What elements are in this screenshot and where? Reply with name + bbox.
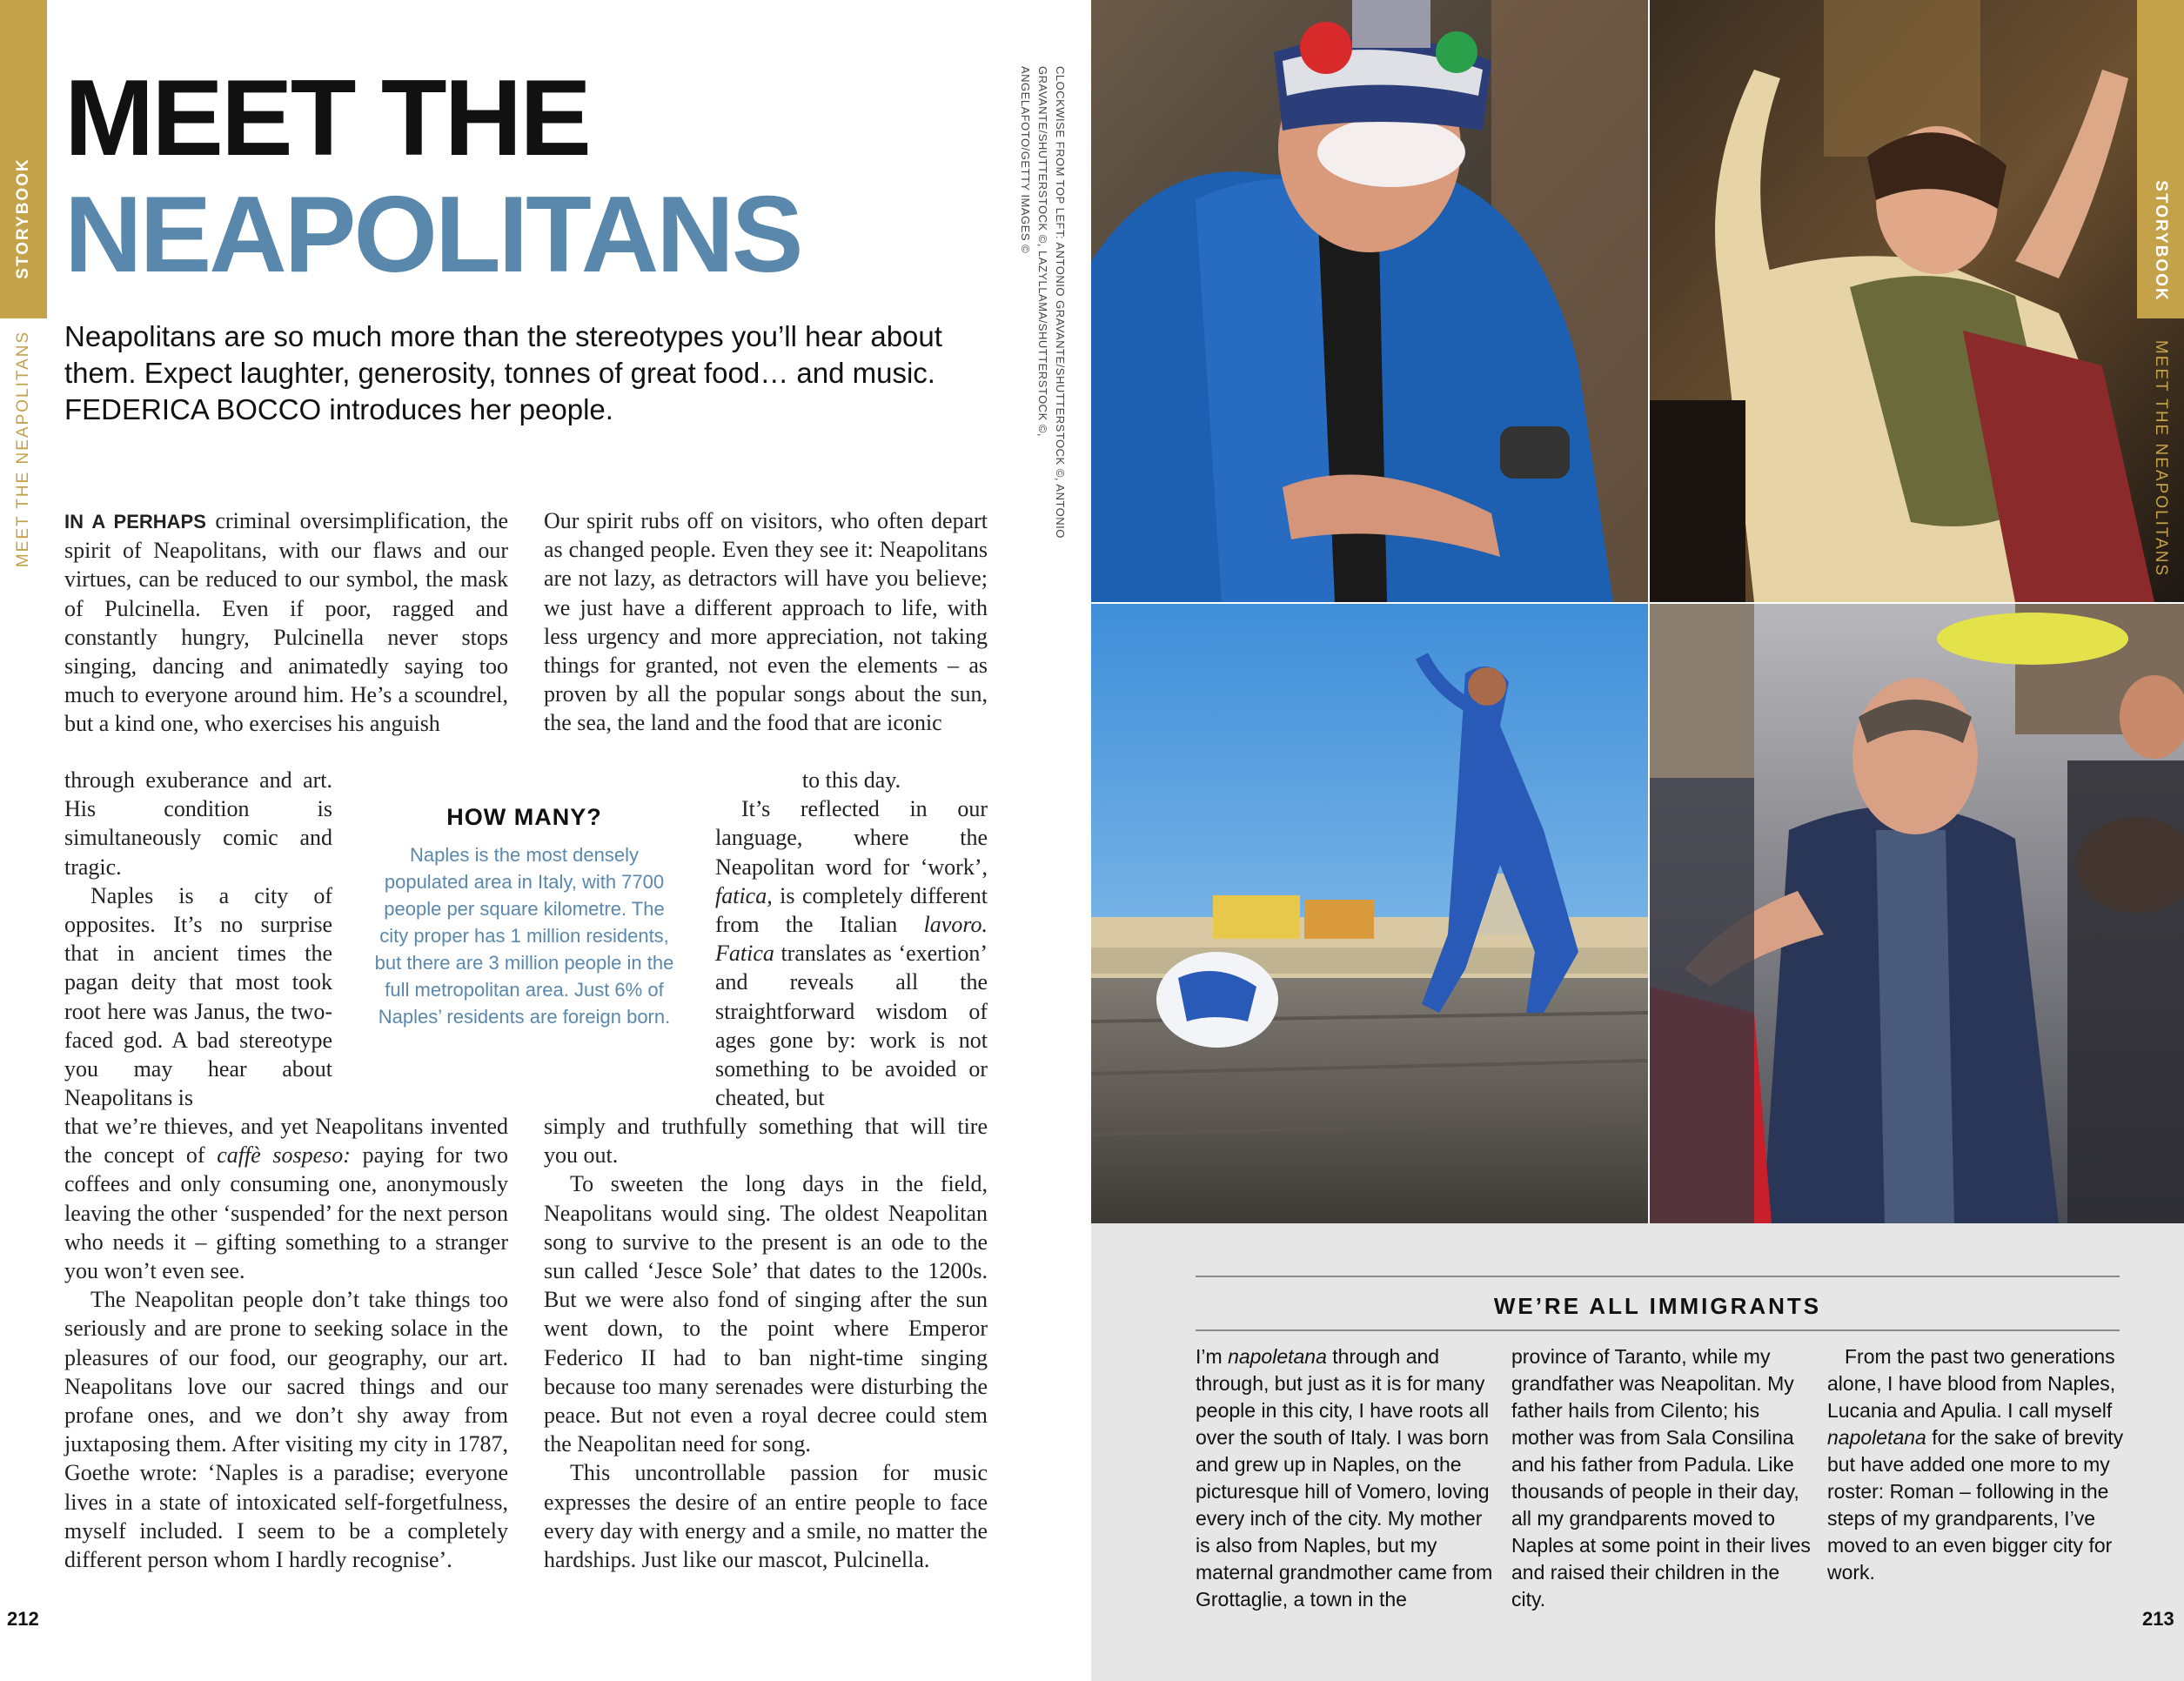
body-text: is completely different from the Italian [715, 882, 988, 938]
boxout-column-3 [1827, 1343, 2134, 1586]
boxout-emphasis: napoletana [1228, 1345, 1327, 1368]
body-column-1-narrow [64, 766, 332, 1112]
body-text: that we’re thieves, and yet Neapolitans invented the concept of [64, 1114, 508, 1169]
boxout-rule-top [1196, 1276, 2120, 1277]
body-column-2-top [544, 506, 988, 738]
article-label-left: MEET THE NEAPOLITANS [14, 330, 32, 568]
photo-dancing-woman [1650, 0, 2184, 602]
body-paragraph: simply and truthfully something that will tire you out. [544, 1114, 988, 1169]
body-paragraph: The Neapolitan people don’t take things too seriously and are prone to seeking solace in the pleasures of our food, our geography, our art. Neapolitans love our sacred things and our profane ones, and we don’t shy away from juxtaposing them. After visiting my city in 1787, Goethe wrote: ‘Naples is a paradise; everyone lives in a state of intoxicated self-forgetfulness, myself included. I seem to be a completely different person whom I hardly recognise’. [64, 1287, 508, 1573]
how-many-sidebar [370, 804, 679, 1030]
section-label-right: STORYBOOK [2152, 180, 2170, 302]
body-paragraph: To sweeten the long days in the field, Neapolitans would sing. The oldest Neapolitan song to survive to the present is an ode to the sun called ‘Jesce Sole’ that dates to the 1200s. But we were also fond of singing after the sun went down, to the point where Emperor Federico II had to ban night-time singing because too many serenades were disturbing the peace. But not even a royal decree could stem the Neapolitan need for song. [544, 1171, 988, 1457]
boxout-text: From the past two generations alone, I have blood from Naples, Lucania and Apulia. I call myself [1827, 1345, 2116, 1422]
photo-old-man-fan [1091, 0, 1648, 602]
photo-boy-football [1091, 604, 1648, 1223]
sidebar-text: Naples is the most densely populated area in Italy, with 7700 people per square kilometre. The city proper has 1 million residents, but there are 3 million people in the full metropolitan area. Just 6% of Naples’ residents are foreign born. [374, 844, 674, 1028]
page-number-left: 212 [7, 1608, 39, 1630]
boxout-text: for the sake of brevity but have added one more to my roster: Roman – following in the steps of my grandparents, I’ve moved to an even bigger city for work. [1827, 1426, 2124, 1584]
section-label-left: STORYBOOK [14, 157, 32, 279]
article-label-right: MEET THE NEAPOLITANS [2152, 339, 2170, 578]
title-line-1: MEET THE [64, 58, 589, 178]
boxout-emphasis: napoletana [1827, 1426, 1926, 1449]
intro-standfirst: Neapolitans are so much more than the stereotypes you’ll hear about them. Expect laughter, generosity, tonnes of great food… and music. FEDERICA BOCCO introduces her people. [64, 320, 942, 425]
body-paragraph: to this day. [801, 767, 901, 793]
body-emphasis: lavoro. Fatica [715, 912, 988, 967]
page-number-right: 213 [2142, 1608, 2174, 1630]
body-paragraph: This uncontrollable passion for music expresses the desire of an entire people to face every day with energy and a smile, no matter the hardships. Just like our mascot, Pulcinella. [544, 1460, 988, 1573]
body-paragraph: through exuberance and art. His condition is simultaneously comic and tragic. [64, 767, 332, 880]
boxout-text: through and through, but just as it is for many people in this city, I have roots all over the south of Italy. I was born and grew up in Naples, on the picturesque hill of Vomero, loving every inch of the city. My mother is also from Naples, but my maternal grandmother came from Grottaglie, a town in the [1196, 1345, 1493, 1611]
body-text: criminal oversimplification, the spirit of Neapolitans, with our flaws and our virtues, can be reduced to our symbol, the mask of Pulcinella. Even if poor, ragged and constantly hungry, Pulcinella never stops singing, dancing and animatedly saying too much to everyone around him. He’s a scoundrel, but a kind one, who exercises his anguish [64, 508, 508, 737]
body-text: paying for two coffees and only consuming one, anonymously leaving the other ‘suspended’ for the next person who needs it – gifting something to a stranger you won’t even see. [64, 1142, 508, 1284]
boxout-column-2 [1511, 1343, 1818, 1613]
body-emphasis: fatica, [715, 882, 773, 908]
photo-dancing-woman-illustration [1650, 0, 2184, 602]
boxout-column-1 [1196, 1343, 1502, 1613]
lead-in: IN A PERHAPS [64, 511, 206, 532]
body-paragraph: Naples is a city of opposites. It’s no surprise that in ancient times the pagan deity that most took root here was Janus, the two-faced god. A bad stereotype you may hear about Neapolitans is [64, 882, 332, 1111]
photo-street-musicians [1650, 604, 2184, 1223]
body-column-1-top [64, 506, 508, 739]
photo-credit: CLOCKWISE FROM TOP LEFT: ANTONIO GRAVANTE/SHUTTERSTOCK ©, ANTONIO GRAVANTE/SHUTTERSTOCK ©, LAZYLLAMA/SHUTTERSTOCK ©, ANGELAFOTO/GETTY IMAGES © [1019, 66, 1067, 539]
body-column-2-narrow [715, 766, 988, 1112]
boxout-rule-bottom [1196, 1329, 2120, 1331]
body-column-1-bottom [64, 1112, 508, 1574]
body-text: It’s reflected in our language, where the Neapolitan word for ‘work’, [715, 796, 988, 880]
photo-boy-football-illustration [1091, 604, 1648, 1223]
body-emphasis: caffè sospeso: [217, 1142, 351, 1169]
title-line-2: NEAPOLITANS [64, 175, 801, 295]
sidebar-title: HOW MANY? [446, 804, 602, 830]
boxout-text: province of Taranto, while my grandfather was Neapolitan. My father hails from Cilento; his mother was from Sala Consilina and his father from Padula. Like thousands of people in their day, all my grandparents moved to Naples at some point in their lives and raised their children in the city. [1511, 1345, 1811, 1611]
body-paragraph: Our spirit rubs off on visitors, who often depart as changed people. Even they see it: Neapolitans are not lazy, as detractors will have you believe; we just have a different approach to life, with less urgency and more appreciation, not taking things for granted, not even the elements – as proven by all the popular songs about the sun, the sea, the land and the food that are iconic [544, 508, 988, 736]
immigrants-boxout [1091, 1223, 2184, 1681]
photo-old-man-fan-illustration [1091, 0, 1648, 602]
boxout-text: I’m [1196, 1345, 1229, 1368]
body-text: translates as ‘exertion’ and reveals all the straightforward wisdom of ages gone by: work is not something to be avoided or cheated, but [715, 941, 988, 1111]
photo-street-musicians-illustration [1650, 604, 2184, 1223]
body-column-2-bottom [544, 1112, 988, 1574]
boxout-title: WE’RE ALL IMMIGRANTS [1493, 1293, 1822, 1319]
